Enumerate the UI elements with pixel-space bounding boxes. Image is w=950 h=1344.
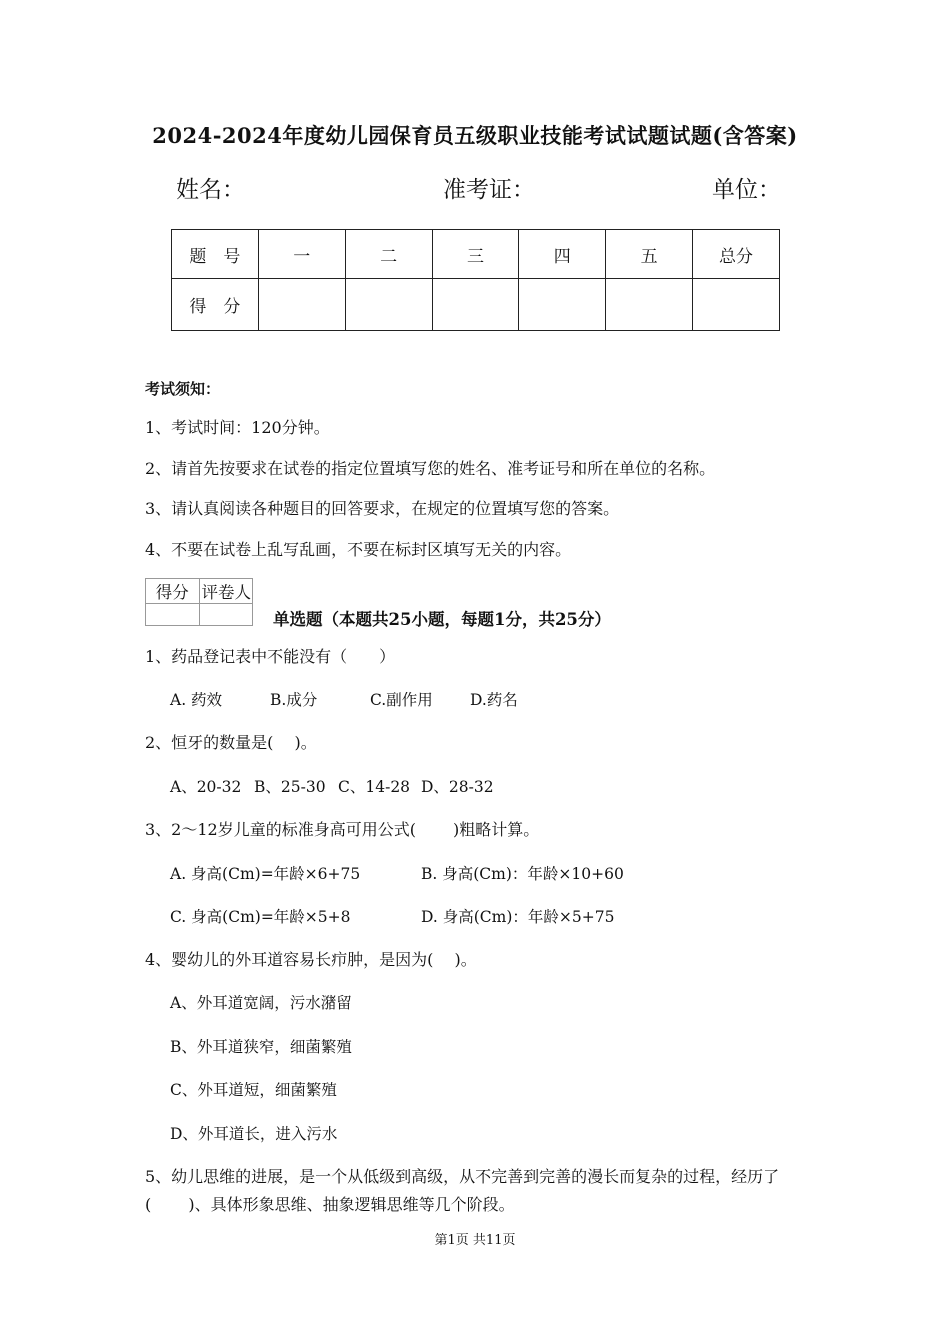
exam-id-field-label: 准考证： (443, 177, 535, 203)
question-option[interactable]: D、28-32 (421, 778, 494, 796)
question-option[interactable]: D、外耳道长，进入污水 (170, 1125, 338, 1143)
question-option[interactable]: B. 身高(Cm)：年龄×10+60 (421, 865, 624, 883)
notice-item: 1、考试时间：120分钟。 (145, 418, 330, 437)
score-cell[interactable] (519, 279, 606, 331)
page-footer: 第1页 共11页 (434, 1233, 516, 1248)
score-table (171, 229, 780, 331)
score-table-header-cell: 二 (345, 230, 432, 279)
question-option[interactable]: C、外耳道短，细菌繁殖 (170, 1081, 337, 1099)
notice-item: 2、请首先按要求在试卷的指定位置填写您的姓名、准考证号和所在单位的名称。 (145, 459, 716, 478)
score-table-header-cell: 题 号 (172, 230, 259, 279)
score-table-header-row (172, 230, 780, 279)
score-table-score-label: 得 分 (172, 279, 259, 331)
score-cell[interactable] (693, 279, 780, 331)
question-stem: 1、药品登记表中不能没有（ ） (145, 647, 396, 666)
grader-box-grader-label: 评卷人 (199, 579, 253, 604)
page-title: 2024-2024年度幼儿园保育员五级职业技能考试试题试题(含答案) (152, 123, 798, 148)
question-option[interactable]: B、25-30 (254, 778, 326, 796)
score-table-score-row (172, 279, 780, 331)
name-field-label: 姓名： (176, 177, 245, 203)
grader-box-grader-cell[interactable] (199, 604, 253, 626)
question-option[interactable]: B.成分 (270, 691, 318, 709)
score-cell[interactable] (432, 279, 519, 331)
score-cell[interactable] (345, 279, 432, 331)
score-table-header-cell: 四 (519, 230, 606, 279)
question-option[interactable]: D. 身高(Cm)：年龄×5+75 (421, 908, 615, 926)
question-option[interactable]: C.副作用 (370, 691, 433, 709)
grader-box-score-cell[interactable] (146, 604, 200, 626)
notice-item: 4、不要在试卷上乱写乱画，不要在标封区填写无关的内容。 (145, 540, 572, 559)
question-option[interactable]: C、14-28 (338, 778, 411, 796)
score-table-header-cell: 一 (258, 230, 345, 279)
question-option[interactable]: C. 身高(Cm)=年龄×5+8 (170, 908, 351, 926)
question-stem: 2、恒牙的数量是( )。 (145, 733, 317, 752)
question-stem: 5、幼儿思维的进展，是一个从低级到高级，从不完善到完善的漫长而复杂的过程，经历了 (145, 1167, 780, 1186)
notice-title: 考试须知： (145, 380, 221, 398)
question-stem: 4、婴幼儿的外耳道容易长疖肿，是因为( )。 (145, 950, 477, 969)
score-cell[interactable] (606, 279, 693, 331)
score-table-header-cell: 五 (606, 230, 693, 279)
question-stem: 3、2～12岁儿童的标准身高可用公式( )粗略计算。 (145, 820, 540, 839)
question-option[interactable]: B、外耳道狭窄，细菌繁殖 (170, 1038, 352, 1056)
question-stem-continuation: ( )、具体形象思维、抽象逻辑思维等几个阶段。 (145, 1195, 515, 1214)
grader-box (145, 578, 253, 626)
question-option[interactable]: A. 身高(Cm)=年龄×6+75 (170, 865, 361, 883)
unit-field-label: 单位： (712, 177, 781, 203)
score-cell[interactable] (258, 279, 345, 331)
question-option[interactable]: A. 药效 (170, 691, 223, 709)
section-title: 单选题（本题共25小题，每题1分，共25分） (273, 610, 611, 629)
score-table-header-cell: 总分 (693, 230, 780, 279)
question-option[interactable]: A、20-32 (170, 778, 242, 796)
question-option[interactable]: D.药名 (470, 691, 518, 709)
notice-item: 3、请认真阅读各种题目的回答要求，在规定的位置填写您的答案。 (145, 499, 620, 518)
score-table-header-cell: 三 (432, 230, 519, 279)
grader-box-score-label: 得分 (146, 579, 200, 604)
question-option[interactable]: A、外耳道宽阔，污水潴留 (170, 994, 352, 1012)
